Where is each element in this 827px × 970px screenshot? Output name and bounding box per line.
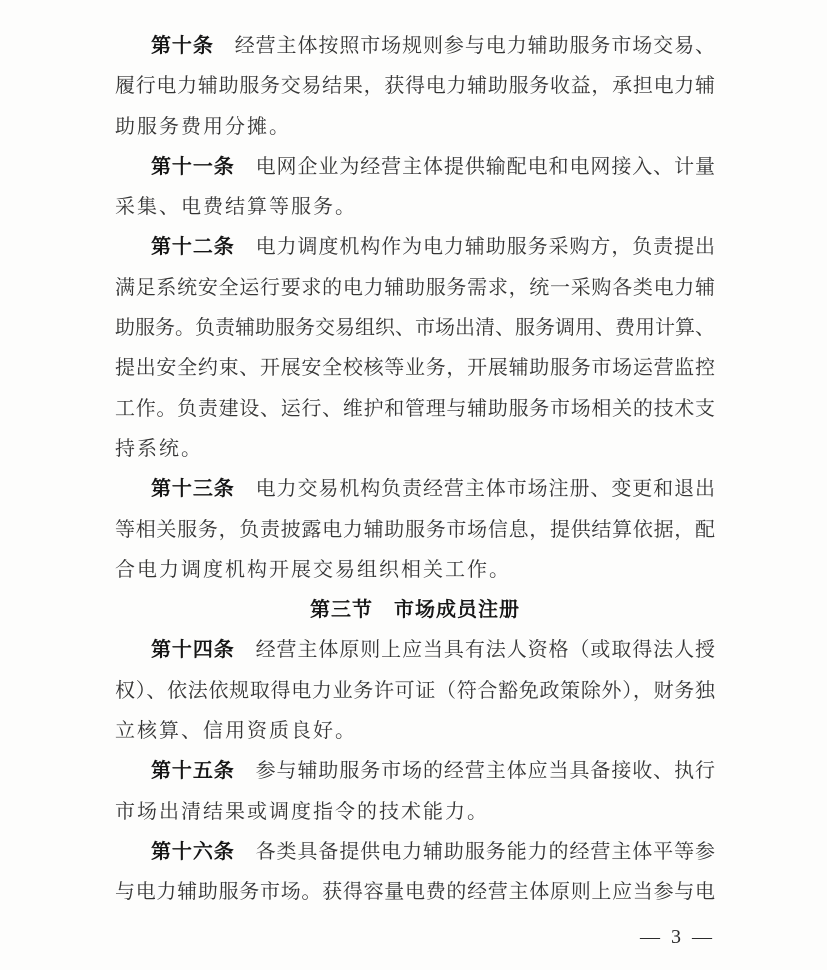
page-number: — 3 — <box>640 926 715 948</box>
document-line <box>115 147 715 187</box>
document-line <box>115 26 715 66</box>
line-text: 经营主体原则上应当具有法人资格（或取得法人授 <box>255 639 715 662</box>
line-text: 经营主体按照市场规则参与电力辅助服务市场交易、 <box>234 35 715 57</box>
section-heading: 第三节 市场成员注册 <box>310 599 520 622</box>
document-line <box>115 751 715 791</box>
document-line: 持系统。 <box>115 437 203 460</box>
document-body <box>115 26 715 913</box>
line-text: 参与辅助服务市场的经营主体应当具备接收、执行 <box>255 760 715 783</box>
document-line: 立核算、信用资质良好。 <box>115 720 357 743</box>
document-line <box>115 469 715 509</box>
line-text: 电力交易机构负责经营主体市场注册、变更和退出 <box>255 478 715 501</box>
line-text: 电网企业为经营主体提供输配电和电网接入、计量 <box>255 155 715 178</box>
document-line <box>115 832 715 872</box>
line-text: 电力调度机构作为电力辅助服务采购方，负责提出 <box>255 236 715 259</box>
document-line: 与电力辅助服务市场。获得容量电费的经营主体原则上应当参与电 <box>115 881 715 904</box>
document-line: 采集、电费结算等服务。 <box>115 196 357 219</box>
article-number: 第十二条 <box>151 236 256 259</box>
document-line: 权）、依法依规取得电力业务许可证（符合豁免政策除外），财务独 <box>115 679 715 702</box>
article-number: 第十条 <box>151 35 235 57</box>
article-number: 第十三条 <box>151 478 256 501</box>
document-line: 等相关服务，负责披露电力辅助服务市场信息，提供结算依据，配 <box>115 518 715 541</box>
document-line <box>115 227 715 267</box>
document-line: 合电力调度机构开展交易组织相关工作。 <box>115 558 511 581</box>
document-line: 助服务。负责辅助服务交易组织、市场出清、服务调用、费用计算、 <box>115 317 715 340</box>
document-line: 满足系统安全运行要求的电力辅助服务需求，统一采购各类电力辅 <box>115 276 715 299</box>
article-number: 第十五条 <box>151 760 256 783</box>
document-line: 提出安全约束、开展安全校核等业务，开展辅助服务市场运营监控 <box>115 357 715 380</box>
document-line: 助服务费用分摊。 <box>115 115 291 138</box>
article-number: 第十一条 <box>151 155 256 178</box>
article-number: 第十六条 <box>151 840 256 863</box>
document-line <box>115 630 715 670</box>
article-number: 第十四条 <box>151 639 256 662</box>
line-text: 各类具备提供电力辅助服务能力的经营主体平等参 <box>255 840 715 863</box>
document-line: 市场出清结果或调度指令的技术能力。 <box>115 800 489 823</box>
document-line: 工作。负责建设、运行、维护和管理与辅助服务市场相关的技术支 <box>115 397 715 420</box>
document-line: 履行电力辅助服务交易结果，获得电力辅助服务收益，承担电力辅 <box>115 75 715 98</box>
